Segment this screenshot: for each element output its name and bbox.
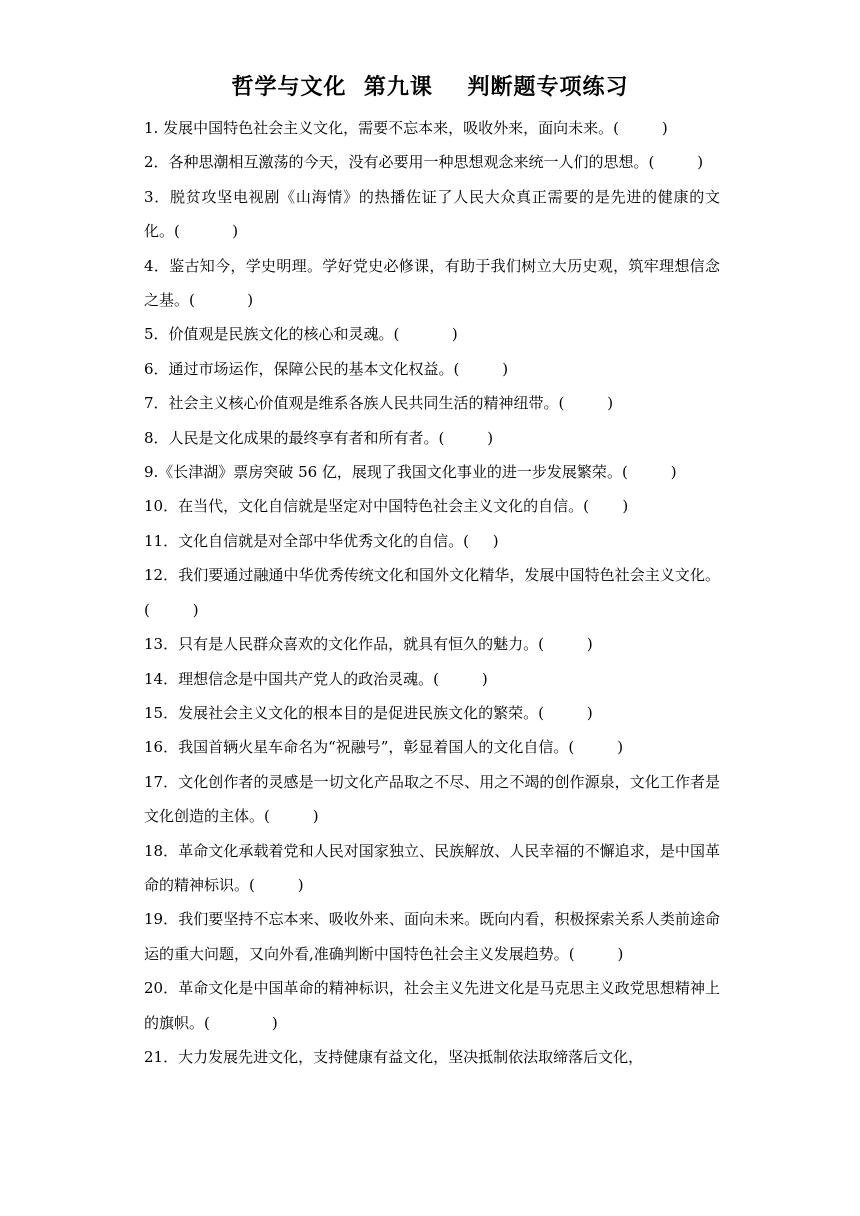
question-list — [144, 111, 720, 1074]
question-item: 9.《长津湖》票房突破 56 亿，展现了我国文化事业的进一步发展繁荣。( ) — [144, 463, 677, 482]
question-item: 10．在当代，文化自信就是坚定对中国特色社会主义文化的自信。( ) — [144, 497, 629, 516]
question-item: 11．文化自信就是对全部中华优秀文化的自信。( ) — [144, 531, 499, 550]
question-item: 6．通过市场运作，保障公民的基本文化权益。( ) — [144, 359, 509, 378]
question-item: 14．理想信念是中国共产党人的政治灵魂。( ) — [144, 669, 488, 688]
question-item: 5．价值观是民族文化的核心和灵魂。( ) — [144, 325, 458, 344]
question-item: 16．我国首辆火星车命名为“祝融号”，彰显着国人的文化自信。( ) — [144, 738, 624, 757]
question-item: 2．各种思潮相互激荡的今天，没有必要用一种思想观念来统一人们的思想。( ) — [144, 153, 704, 172]
question-item: 3．脱贫攻坚电视剧《山海情》的热播佐证了人民大众真正需要的是先进的健康的文化。( ) — [144, 187, 720, 241]
question-item: 1. 发展中国特色社会主义文化，需要不忘本来，吸收外来，面向未来。( ) — [144, 119, 668, 137]
question-item: 15．发展社会主义文化的根本目的是促进民族文化的繁荣。( ) — [144, 703, 593, 722]
question-item: 4．鉴古知今，学史明理。学好党史必修课，有助于我们树立大历史观，筑牢理想信念之基。( ) — [144, 256, 720, 310]
question-item: 12．我们要通过融通中华优秀传统文化和国外文化精华，发展中国特色社会主义文化。( ) — [144, 566, 720, 619]
page-title: 哲学与文化 第九课 判断题专项练习 — [231, 75, 629, 100]
question-item: 19．我们要坚持不忘本来、吸收外来、面向未来。既向内看，积极探索关系人类前途命运的重大问题，又向外看,准确判断中国特色社会主义发展趋势。( ) — [144, 910, 720, 963]
question-item: 18．革命文化承载着党和人民对国家独立、民族解放、人民幸福的不懈追求，是中国革命的精神标识。( ) — [144, 841, 720, 894]
question-item: 8．人民是文化成果的最终享有者和所有者。( ) — [144, 428, 494, 447]
question-item: 17．文化创作者的灵感是一切文化产品取之不尽、用之不竭的创作源泉，文化工作者是文化创造的主体。( ) — [144, 772, 720, 826]
question-item: 20．革命文化是中国革命的精神标识，社会主义先进文化是马克思主义政党思想精神上的旗帜。( ) — [144, 979, 720, 1032]
question-item: 13．只有是人民群众喜欢的文化作品，就具有恒久的魅力。( ) — [144, 635, 593, 654]
question-item: 7．社会主义核心价值观是维系各族人民共同生活的精神纽带。( ) — [144, 394, 614, 413]
question-item: 21．大力发展先进文化，支持健康有益文化，坚决抵制依法取缔落后文化， — [144, 1047, 644, 1066]
